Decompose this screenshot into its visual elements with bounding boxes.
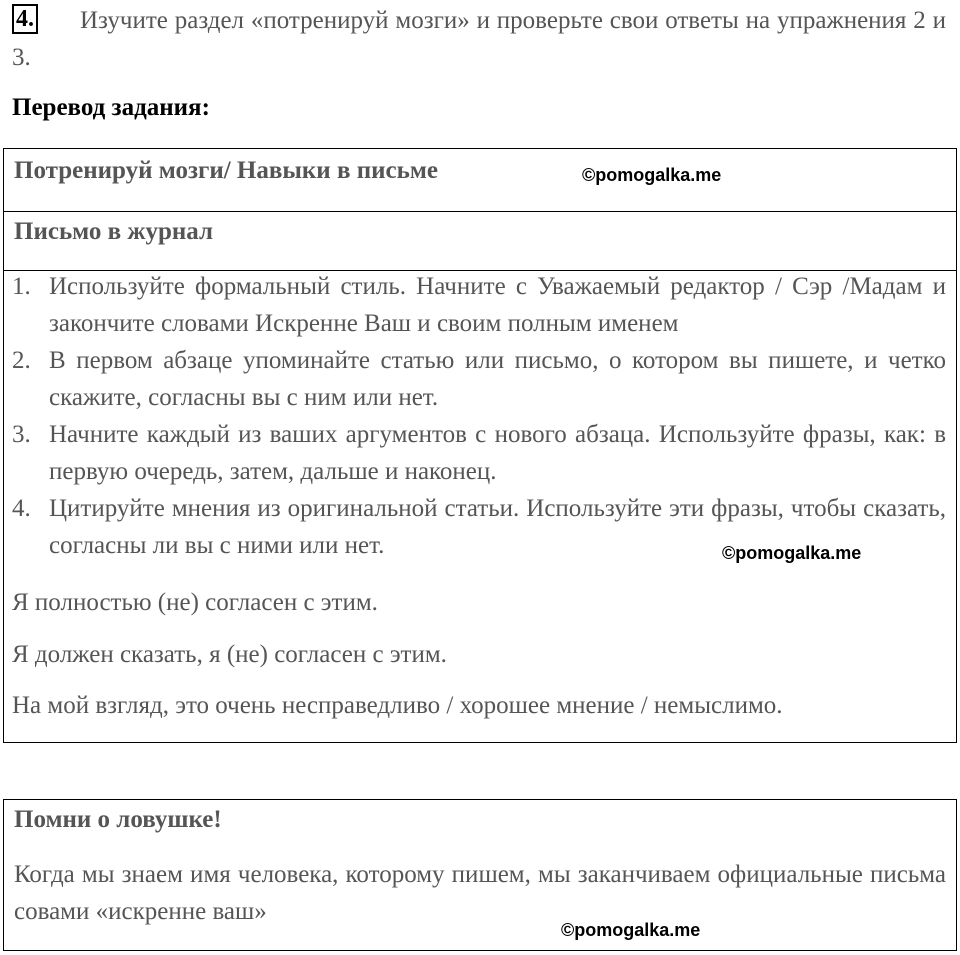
- tips-list-area: [12, 268, 946, 564]
- trap-text: Когда мы знаем имя человека, которому пишем, мы заканчиваем официальные письма совами «искренне ваш»: [14, 861, 946, 925]
- task-statement: [12, 2, 946, 76]
- trap-box: [3, 799, 957, 951]
- box-subheader-row: [4, 212, 956, 271]
- list-item: 3. Начните каждый из ваших аргументов с нового абзаца. Используйте фразы, как: в первую очередь, затем, дальше и наконец.: [12, 421, 946, 485]
- tips-list: [12, 268, 946, 564]
- box-header-row: [4, 149, 956, 212]
- translation-heading: Перевод задания:: [12, 94, 210, 121]
- task-number: 4.: [12, 4, 38, 34]
- watermark: ©pomogalka.me: [561, 920, 701, 940]
- watermark: ©pomogalka.me: [722, 543, 862, 563]
- phrase-2: Я должен сказать, я (не) согласен с этим.: [12, 641, 447, 668]
- list-item: 1. Используйте формальный стиль. Начните с Уважаемый редактор / Сэр /Мадам и закончите словами Искренне Ваш и своим полным именем: [12, 273, 946, 337]
- list-item: 2. В первом абзаце упоминайте статью или письмо, о котором вы пишете, и четко скажите, согласны вы с ним или нет.: [12, 347, 946, 411]
- list-item: 4. Цитируйте мнения из оригинальной статьи. Используйте эти фразы, чтобы сказать, согласны ли вы с ними или нет.: [12, 495, 946, 559]
- task-text: Изучите раздел «потренируй мозги» и проверьте свои ответы на упражнения 2 и 3.: [12, 7, 946, 71]
- box-title: Потренируй мозги/ Навыки в письме: [14, 157, 438, 184]
- box-subtitle: Письмо в журнал: [14, 218, 214, 245]
- phrase-3: На мой взгляд, это очень несправедливо / хорошее мнение / немыслимо.: [12, 692, 783, 719]
- phrase-1: Я полностью (не) согласен с этим.: [12, 589, 378, 616]
- trap-title: Помни о ловушке!: [14, 806, 222, 833]
- watermark: ©pomogalka.me: [582, 165, 722, 185]
